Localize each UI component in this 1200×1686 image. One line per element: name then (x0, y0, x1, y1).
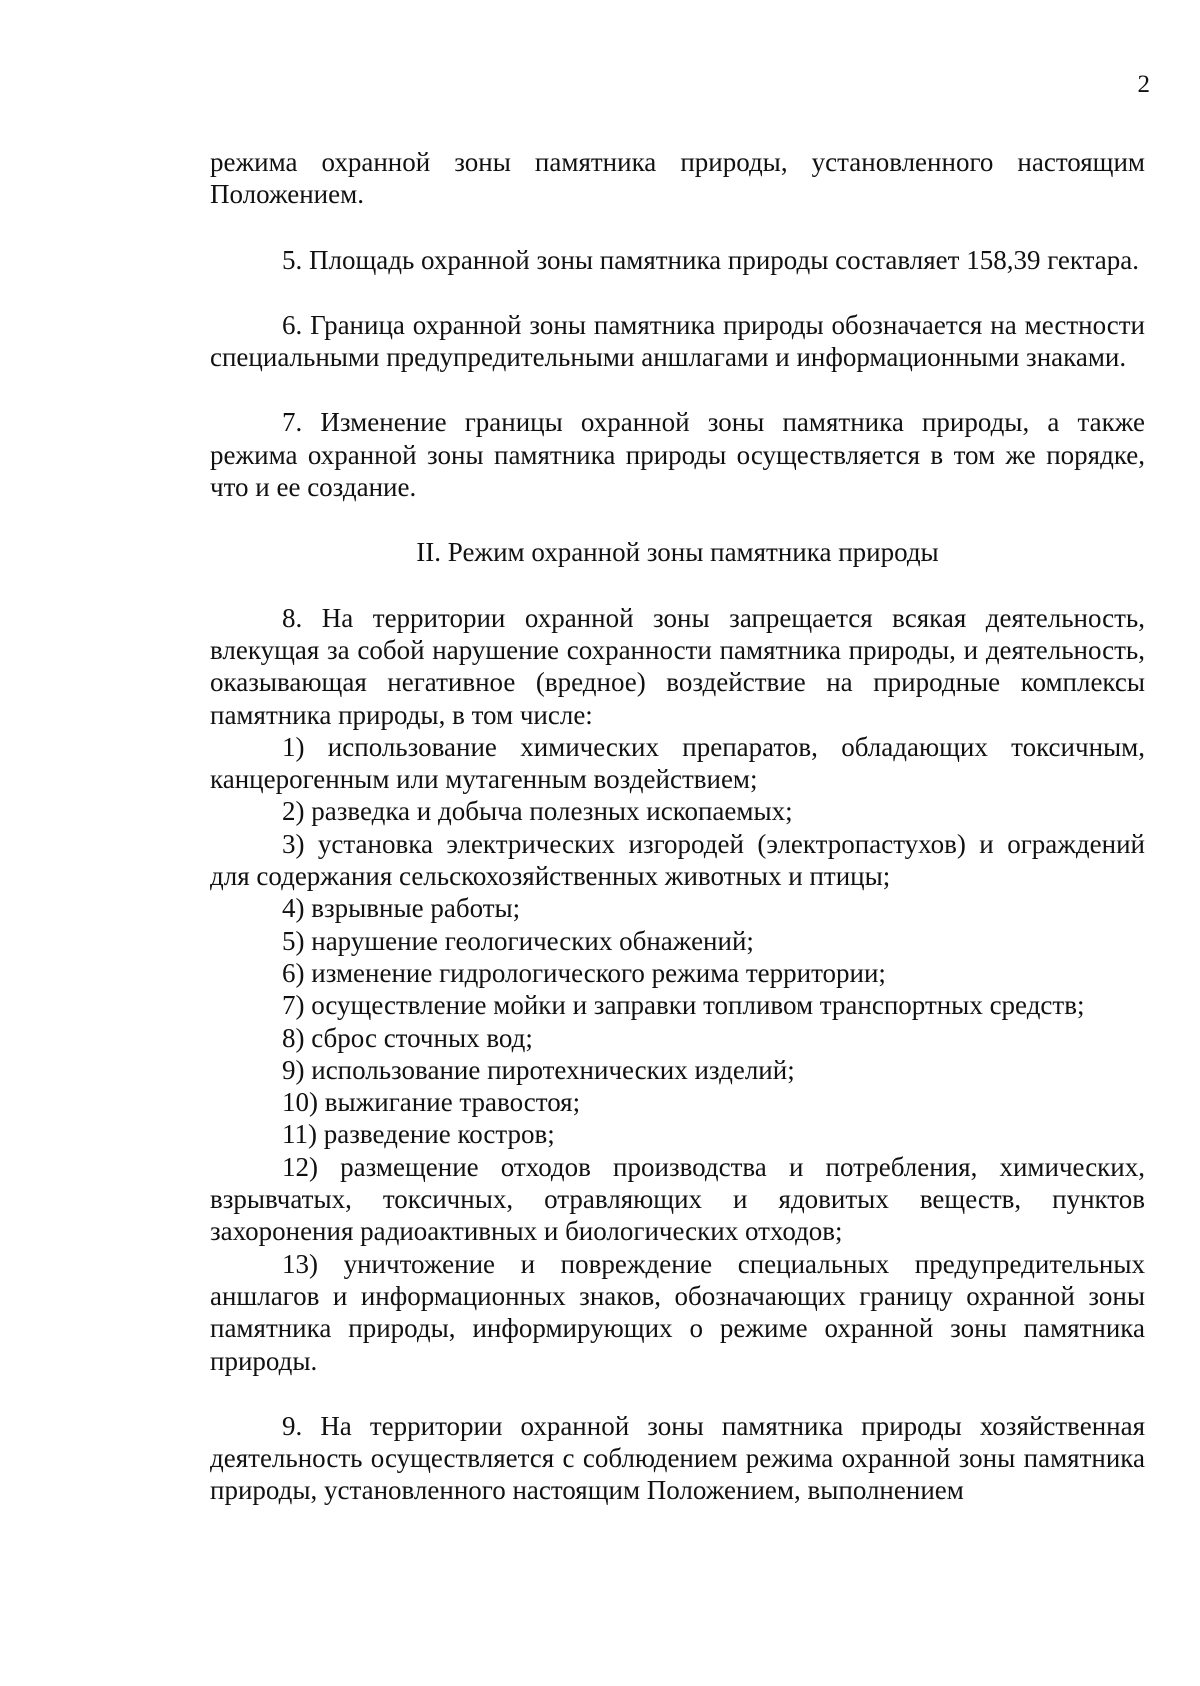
list-item: 4) взрывные работы; (282, 893, 521, 924)
list-item: 6) изменение гидрологического режима территории; (282, 957, 886, 988)
list-item: 11) разведение костров; (282, 1119, 555, 1150)
paragraph-item-5: 5. Площадь охранной зоны памятника природы составляет 158,39 гектара. (282, 244, 1140, 275)
list-item: 2) разведка и добыча полезных ископаемых; (282, 796, 793, 827)
list-item: 10) выжигание травостоя; (282, 1087, 581, 1118)
paragraph-continuation: режима охранной зоны памятника природы, установленного настоящим Положением. (210, 147, 1145, 210)
paragraph-item-9: 9. На территории охранной зоны памятника природы хозяйственная деятельность осуществляется с соблюдением режима охранной зоны памятника природы, установленного настоящим Положением, выполнением (210, 1410, 1145, 1506)
list-item: 5) нарушение геологических обнажений; (282, 925, 754, 956)
list-item: 7) осуществление мойки и заправки топливом транспортных средств; (282, 990, 1085, 1021)
list-item: 9) использование пиротехнических изделий; (282, 1054, 795, 1085)
list-item: 3) установка электрических изгородей (электропастухов) и ограждений для содержания сельскохозяйственных животных и птицы; (210, 828, 1145, 892)
paragraph-item-7: 7. Изменение границы охранной зоны памятника природы, а также режима охранной зоны памятника природы осуществляется в том же порядке, что и ее создание. (210, 407, 1145, 503)
list-item: 13) уничтожение и повреждение специальных предупредительных аншлагов и информационных знаков, обозначающих границу охранной зоны памятника природы, информирующих о режиме охранной зоны памятника природы. (210, 1248, 1145, 1376)
list-item: 12) размещение отходов производства и потребления, химических, взрывчатых, токсичных, отравляющих и ядовитых веществ, пунктов захоронения радиоактивных и биологических отходов; (210, 1151, 1145, 1247)
section-heading: II. Режим охранной зоны памятника природы (416, 537, 939, 568)
paragraph-item-6: 6. Граница охранной зоны памятника природы обозначается на местности специальными предупредительными аншлагами и информационными знаками. (210, 309, 1145, 373)
page-number: 2 (1137, 71, 1150, 98)
paragraph-item-8: 8. На территории охранной зоны запрещается всякая деятельность, влекущая за собой нарушение сохранности памятника природы, и деятельность, оказывающая негативное (вредное) воздействие на природные комплексы памятника природы, в том числе: (210, 602, 1145, 730)
list-item: 8) сброс сточных вод; (282, 1022, 533, 1053)
list-item: 1) использование химических препаратов, обладающих токсичным, канцерогенным или мутагенным воздействием; (210, 731, 1145, 795)
document-body (210, 146, 1145, 1507)
